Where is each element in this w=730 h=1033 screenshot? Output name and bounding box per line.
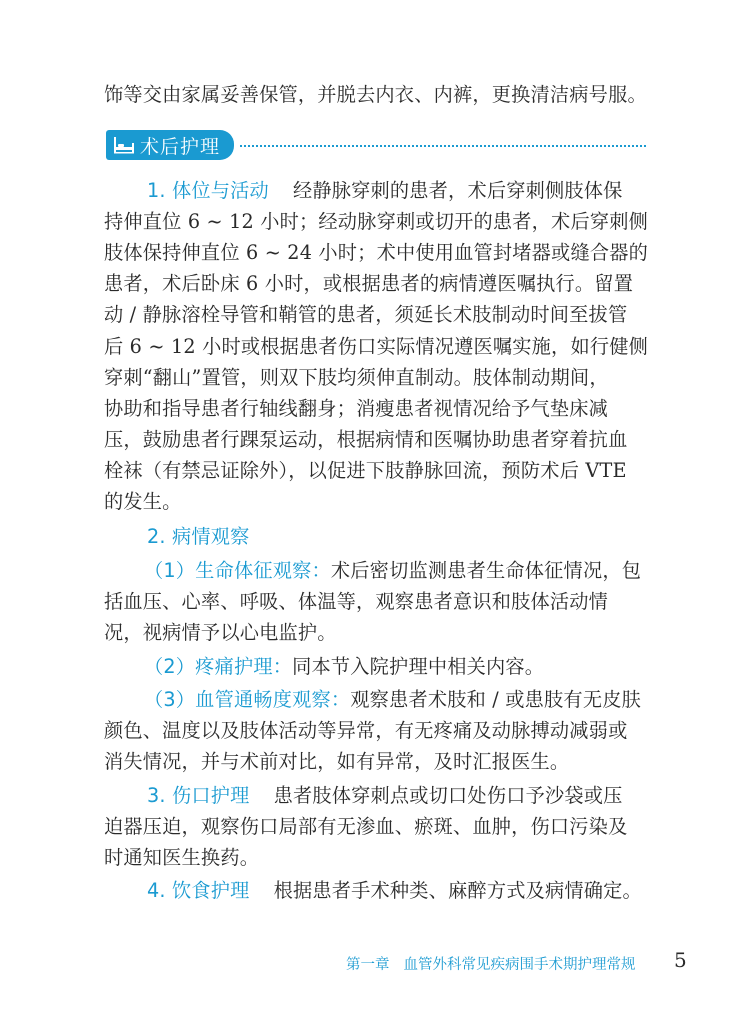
item2-sub2-line	[144, 651, 646, 683]
item4-line	[147, 875, 646, 907]
item2-sub2-text: 同本节入院护理中相关内容。	[292, 655, 545, 678]
item2-sub3-line: 消失情况，并与术前对比，如有异常，及时汇报医生。	[104, 750, 570, 773]
item2-sub2-label: （2）疼痛护理：	[144, 655, 293, 678]
item1-line: 动 / 静脉溶栓导管和鞘管的患者，须延长术肢制动时间至拔管	[104, 303, 628, 326]
item1-first-line	[147, 175, 646, 207]
item1-line: 持伸直位 6 ~ 12 小时；经动脉穿刺或切开的患者，术后穿刺侧	[104, 210, 648, 233]
section-title: 术后护理	[140, 135, 221, 158]
footer-chapter: 第一章	[346, 957, 390, 973]
item1-line: 经静脉穿刺的患者，术后穿刺侧肢体保	[292, 179, 623, 202]
item1-line: 协助和指导患者行轴线翻身；消瘦患者视情况给予气垫床减	[104, 397, 609, 420]
item2-sub3-label: （3）血管通畅度观察：	[144, 688, 351, 711]
item1-line: 肢体保持伸直位 6 ~ 24 小时；术中使用血管封堵器或缝合器的	[104, 241, 648, 264]
item2-sub1-label: （1）生命体征观察：	[144, 559, 331, 582]
item2-sub1-line: 括血压、心率、呼吸、体温等，观察患者意识和肢体活动情	[104, 590, 609, 613]
item1-line: 患者，术后卧床 6 小时，或根据患者的病情遵医嘱执行。留置	[104, 272, 634, 295]
item1-line: 穿刺“翻山”置管，则双下肢均须伸直制动。肢体制动期间，	[104, 366, 609, 389]
section-header	[106, 130, 234, 160]
item1-heading: 1. 体位与活动	[147, 179, 269, 202]
page-number: 5	[674, 948, 687, 972]
item1-line: 后 6 ~ 12 小时或根据患者伤口实际情况遵医嘱实施，如行健侧	[104, 335, 648, 358]
item3-line: 患者肢体穿刺点或切口处伤口予沙袋或压	[273, 784, 623, 807]
item4-heading: 4. 饮食护理	[147, 879, 250, 902]
item1-line: 的发生。	[104, 490, 182, 513]
item2-heading: 2. 病情观察	[147, 525, 250, 548]
running-footer	[346, 953, 636, 974]
item1-line: 压，鼓励患者行踝泵运动，根据病情和医嘱协助患者穿着抗血	[104, 428, 628, 451]
item2-sub3-first-line	[144, 684, 646, 716]
item2-sub3-line: 观察患者术肢和 / 或患肢有无皮肤	[350, 688, 641, 711]
item2-sub3-line: 颜色、温度以及肢体活动等异常，有无疼痛及动脉搏动减弱或	[104, 719, 628, 742]
item2-sub1-line: 况，视病情予以心电监护。	[104, 621, 337, 644]
section-divider	[240, 145, 646, 147]
item3-heading: 3. 伤口护理	[147, 784, 250, 807]
item1-line: 栓袜（有禁忌证除外），以促进下肢静脉回流，预防术后 VTE	[104, 459, 627, 482]
footer-title: 血管外科常见疾病围手术期护理常规	[403, 957, 636, 973]
item2-sub1-first-line	[144, 555, 646, 587]
item4-text: 根据患者手术种类、麻醉方式及病情确定。	[273, 879, 642, 902]
item3-line: 迫器压迫，观察伤口局部有无渗血、瘀斑、血肿，伤口污染及	[104, 815, 628, 838]
item2-sub1-line: 术后密切监测患者生命体征情况，包	[330, 559, 642, 582]
bed-icon	[110, 131, 138, 159]
item3-line: 时通知医生换药。	[104, 846, 260, 869]
intro-line: 饰等交由家属妥善保管，并脱去内衣、内裤，更换清洁病号服。	[104, 83, 647, 106]
item3-first-line	[147, 780, 646, 812]
